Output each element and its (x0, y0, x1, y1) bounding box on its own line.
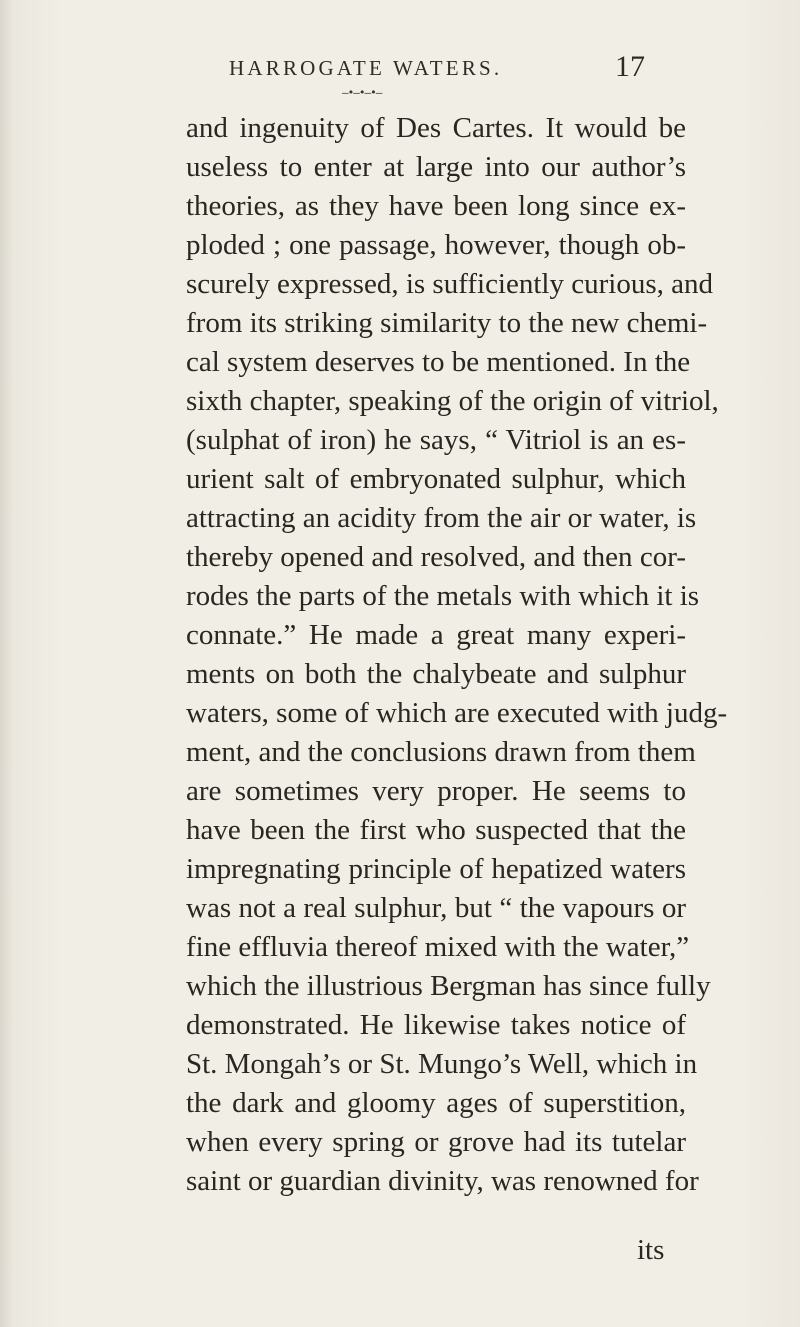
text-line: St. Mongah’s or St. Mungo’s Well, which in (186, 1048, 698, 1080)
header-ornament: —•—•—•— (342, 86, 382, 99)
text-line: attracting an acidity from the air or water, is (186, 502, 697, 534)
text-line: connate.” He made a great many experi- (186, 619, 686, 651)
text-line: and ingenuity of Des Cartes. It would be (186, 112, 686, 144)
text-line: sixth chapter, speaking of the origin of vitriol, (186, 385, 719, 417)
text-line: ments on both the chalybeate and sulphur (186, 658, 686, 690)
text-line: have been the first who suspected that the (186, 814, 686, 846)
catchword: its (637, 1234, 665, 1266)
page-number: 17 (615, 50, 645, 83)
text-line: cal system deserves to be mentioned. In the (186, 346, 691, 378)
text-line: from its striking similarity to the new chemi- (186, 307, 708, 339)
running-title: HARROGATE WATERS. (229, 56, 503, 80)
text-line: saint or guardian divinity, was renowned for (186, 1165, 699, 1197)
text-line: thereby opened and resolved, and then cor- (186, 541, 686, 573)
text-line: when every spring or grove had its tutelar (186, 1126, 686, 1158)
text-line: waters, some of which are executed with judg- (186, 697, 728, 729)
text-line: are sometimes very proper. He seems to (186, 775, 686, 807)
text-line: was not a real sulphur, but “ the vapours or (186, 892, 686, 924)
text-line: (sulphat of iron) he says, “ Vitriol is an es- (186, 424, 686, 456)
text-line: ploded ; one passage, however, though ob- (186, 229, 686, 261)
text-line: useless to enter at large into our author’s (186, 151, 686, 183)
text-line: ment, and the conclusions drawn from them (186, 736, 696, 768)
text-line: urient salt of embryonated sulphur, which (186, 463, 686, 495)
text-line: scurely expressed, is sufficiently curious, and (186, 268, 713, 300)
text-line: demonstrated. He likewise takes notice of (186, 1009, 686, 1041)
page-header (0, 50, 800, 99)
page-gutter-shadow (0, 0, 14, 1327)
text-line: rodes the parts of the metals with which it is (186, 580, 700, 612)
text-line: fine effluvia thereof mixed with the water,” (186, 931, 690, 963)
text-line: impregnating principle of hepatized waters (186, 853, 686, 885)
text-line: which the illustrious Bergman has since fully (186, 970, 711, 1002)
text-line: theories, as they have been long since ex- (186, 190, 686, 222)
text-line: the dark and gloomy ages of superstition, (186, 1087, 686, 1119)
